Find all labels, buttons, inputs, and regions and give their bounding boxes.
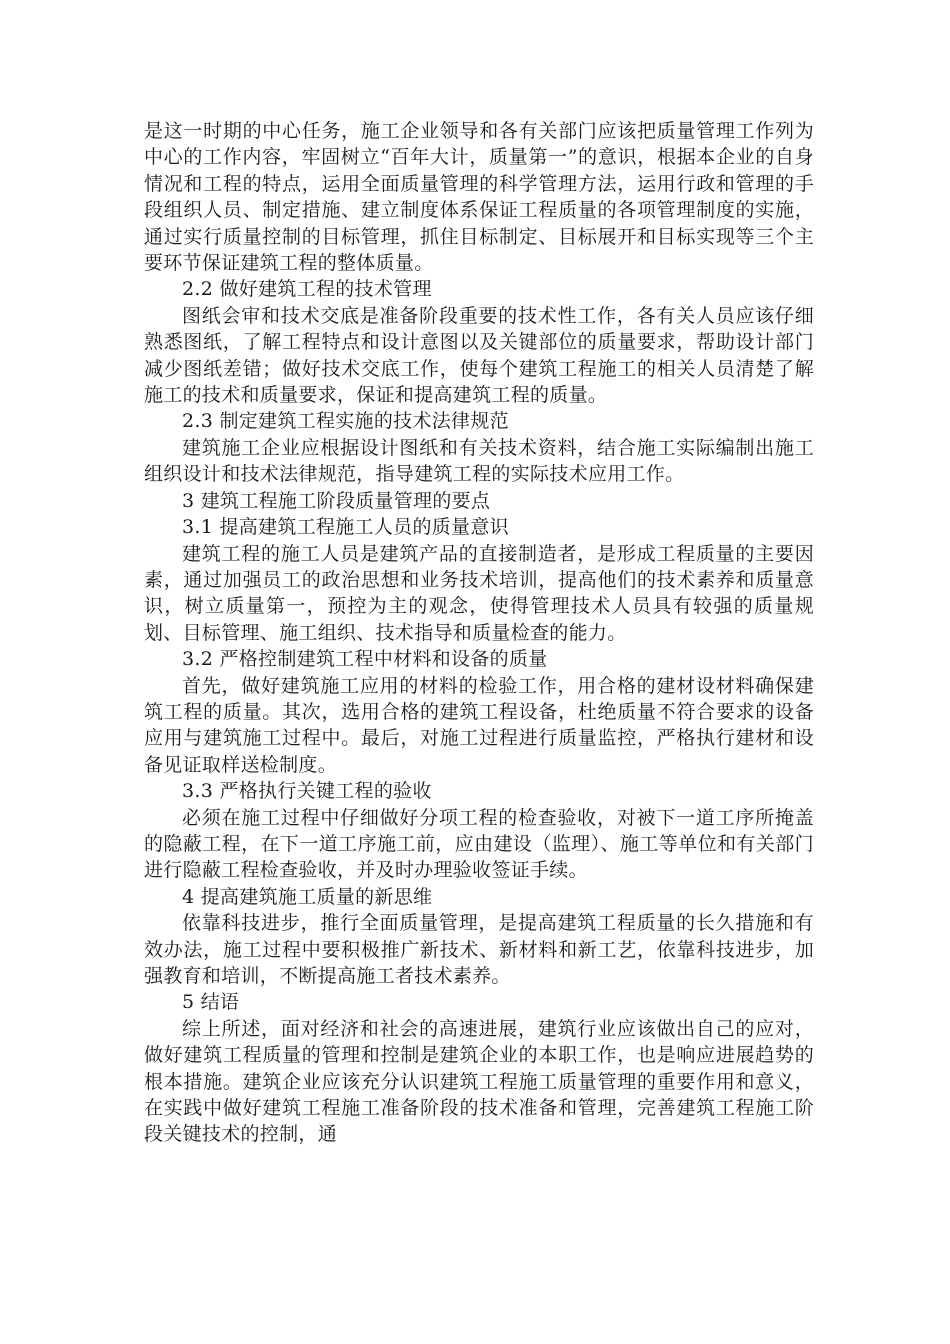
section-heading-4: 4 提高建筑施工质量的新思维 (182, 885, 433, 908)
section-heading-2-2: 2.2 做好建筑工程的技术管理 (182, 278, 432, 301)
section-heading-3-1: 3.1 提高建筑工程施工人员的质量意识 (182, 516, 509, 539)
paragraph-new-thinking: 依靠科技进步，推行全面质量管理，是提高建筑工程质量的长久措施和有效办法，施工过程中要积极推广新技术、新材料和新工艺，依靠科技进步，加强教育和培训，不断提高施工者技术素养。 (144, 912, 814, 987)
section-heading-2-3: 2.3 制定建筑工程实施的技术法律规范 (182, 410, 509, 433)
paragraph-quality-management-task: 是这一时期的中心任务，施工企业领导和各有关部门应该把质量管理工作列为中心的工作内容，牢固树立“百年大计，质量第一”的意识，根据本企业的自身情况和工程的特点，运用全面质量管理的科学管理方法，运用行政和管理的手段组织人员、制定措施、建立制度体系保证工程质量的各项管理制度的实施，通过实行质量控制的目标管理，抓住目标制定、目标展开和目标实现等三个主要环节保证建筑工程的整体质量。 (144, 120, 814, 275)
paragraph-acceptance-inspection: 必须在施工过程中仔细做好分项工程的检查验收，对被下一道工序所掩盖的隐蔽工程，在下一道工序施工前，应由建设（监理）、施工等单位和有关部门进行隐蔽工程检查验收，并及时办理验收签证手续。 (144, 806, 814, 882)
paragraph-materials-equipment: 首先，做好建筑施工应用的材料的检验工作，用合格的建材设材料确保建筑工程的质量。其次，选用合格的建筑工程设备，杜绝质量不符合要求的设备应用与建筑施工过程中。最后，对施工过程进行质量监控，严格执行建材和设备见证取样送检制度。 (144, 674, 814, 776)
section-heading-3-2: 3.2 严格控制建筑工程中材料和设备的质量 (182, 648, 548, 671)
paragraph-drawing-review: 图纸会审和技术交底是准备阶段重要的技术性工作，各有关人员应该仔细熟悉图纸，了解工程特点和设计意图以及关键部位的质量要求，帮助设计部门减少图纸差错；做好技术交底工作，使每个建筑工程施工的相关人员清楚了解施工的技术和质量要求，保证和提高建筑工程的质量。 (144, 304, 814, 407)
paragraph-staff-quality-awareness: 建筑工程的施工人员是建筑产品的直接制造者，是形成工程质量的主要因素，通过加强员工的政治思想和业务技术培训，提高他们的技术素养和质量意识，树立质量第一，预控为主的观念，使得管理技术人员具有较强的质量规划、目标管理、施工组织、技术指导和质量检查的能力。 (144, 542, 814, 644)
section-heading-3-3: 3.3 严格执行关键工程的验收 (182, 780, 432, 803)
section-heading-5: 5 结语 (182, 991, 240, 1014)
paragraph-conclusion: 综上所述，面对经济和社会的高速进展，建筑行业应该做出自己的应对，做好建筑工程质量的管理和控制是建筑企业的本职工作，也是响应进展趋势的根本措施。建筑企业应该充分认识建筑工程施工质量管理的重要作用和意义，在实践中做好建筑工程施工准备阶段的技术准备和管理，完善建筑工程施工阶段关键技术的控制，通 (144, 1017, 814, 1146)
document-body (144, 118, 814, 1148)
paragraph-technical-norms: 建筑施工企业应根据设计图纸和有关技术资料，结合施工实际编制出施工组织设计和技术法律规范，指导建筑工程的实际技术应用工作。 (144, 436, 814, 486)
section-heading-3: 3 建筑工程施工阶段质量管理的要点 (182, 489, 491, 512)
